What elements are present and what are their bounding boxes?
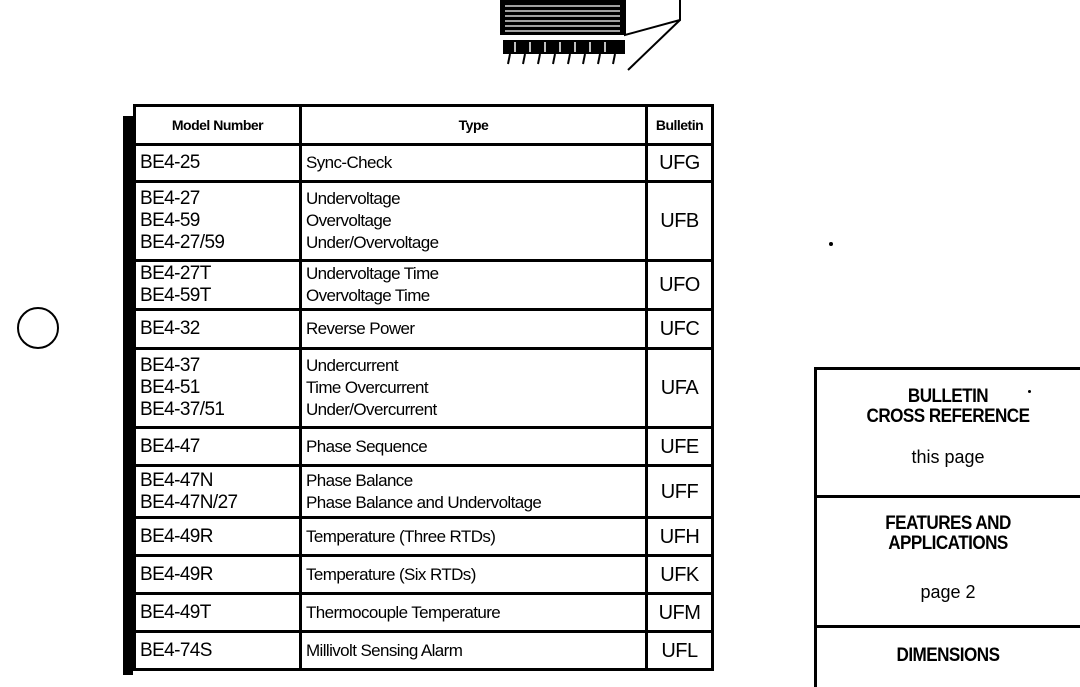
relay-type: Phase Sequence	[306, 436, 428, 456]
index-heading: DIMENSIONS	[896, 645, 1000, 666]
relay-type: Temperature (Three RTDs)	[306, 526, 496, 546]
index-heading: FEATURES AND	[885, 513, 1011, 534]
table-row	[135, 632, 713, 670]
relay-type-cell	[301, 632, 647, 670]
bulletin-code: UFO	[647, 261, 713, 310]
relay-type-cell	[301, 182, 647, 261]
model-number: BE4-49T	[140, 601, 211, 623]
relay-type: Reverse Power	[306, 319, 415, 338]
relay-type-cell	[301, 594, 647, 632]
table-row	[135, 466, 713, 518]
relay-type: Phase Balance and Undervoltage	[306, 492, 542, 512]
model-number-cell	[135, 518, 301, 556]
relay-type: Overvoltage Time	[306, 286, 430, 305]
table-row	[135, 428, 713, 466]
model-number: BE4-49R	[140, 525, 213, 547]
table-row	[135, 556, 713, 594]
bulletin-code: UFA	[647, 349, 713, 428]
relay-type: Overvoltage	[306, 211, 392, 230]
index-features-applications[interactable]	[817, 514, 1079, 603]
relay-type-cell	[301, 349, 647, 428]
relay-type: Phase Balance	[306, 470, 413, 490]
model-number-cell	[135, 632, 301, 670]
table-row	[135, 261, 713, 310]
bulletin-code: UFG	[647, 145, 713, 182]
index-page-ref: this page	[911, 447, 985, 467]
model-number: BE4-25	[140, 152, 200, 173]
bulletin-code: UFB	[647, 182, 713, 261]
bulletin-code: UFM	[647, 594, 713, 632]
relay-type: Undervoltage	[306, 189, 400, 208]
model-number-cell	[135, 466, 301, 518]
model-number: BE4-47N/27	[140, 491, 238, 513]
model-number-cell	[135, 261, 301, 310]
table-row	[135, 182, 713, 261]
model-number-cell	[135, 594, 301, 632]
model-number: BE4-59	[140, 210, 200, 231]
model-number: BE4-37/51	[140, 399, 225, 420]
table-row	[135, 310, 713, 349]
punch-hole	[17, 307, 59, 349]
relay-type: Undercurrent	[306, 356, 399, 375]
table-row	[135, 518, 713, 556]
relay-type: Temperature (Six RTDs)	[306, 564, 476, 584]
relay-type-cell	[301, 556, 647, 594]
table-edge-shadow	[123, 116, 133, 675]
model-number: BE4-51	[140, 377, 200, 398]
relay-type: Sync-Check	[306, 153, 392, 172]
relay-type-cell	[301, 310, 647, 349]
index-heading: BULLETIN	[907, 386, 989, 407]
bulletin-code: UFF	[647, 466, 713, 518]
bulletin-code: UFL	[647, 632, 713, 670]
relay-type-cell	[301, 261, 647, 310]
table-body	[135, 145, 713, 670]
relay-type: Millivolt Sensing Alarm	[306, 640, 463, 660]
model-number: BE4-27/59	[140, 232, 225, 253]
model-number: BE4-49R	[140, 563, 213, 585]
index-heading: APPLICATIONS	[888, 533, 1008, 554]
bulletin-code: UFC	[647, 310, 713, 349]
model-number: BE4-74S	[140, 639, 212, 661]
model-number: BE4-27	[140, 188, 200, 209]
model-number-cell	[135, 428, 301, 466]
relay-type-cell	[301, 145, 647, 182]
relay-type: Thermocouple Temperature	[306, 602, 501, 622]
index-page-ref: page 2	[920, 582, 976, 602]
relay-device-illustration	[495, 0, 685, 72]
bulletin-code: UFH	[647, 518, 713, 556]
model-number: BE4-59T	[140, 285, 211, 306]
index-bulletin-cross-reference[interactable]	[817, 387, 1079, 468]
model-number-cell	[135, 310, 301, 349]
model-number: BE4-32	[140, 318, 200, 339]
model-number-cell	[135, 349, 301, 428]
bulletin-cross-reference-table	[133, 104, 714, 671]
table-row	[135, 349, 713, 428]
model-number: BE4-27T	[140, 263, 211, 284]
table-row	[135, 594, 713, 632]
bulletin-code: UFE	[647, 428, 713, 466]
relay-type-cell	[301, 428, 647, 466]
table-row	[135, 145, 713, 182]
index-dimensions[interactable]	[817, 646, 1079, 666]
bulletin-header: Bulletin	[647, 106, 713, 145]
section-index-panel	[814, 367, 1080, 687]
relay-type: Undervoltage Time	[306, 264, 439, 283]
model-number-cell	[135, 182, 301, 261]
type-header: Type	[301, 106, 647, 145]
model-number-header: Model Number	[135, 106, 301, 145]
relay-type: Time Overcurrent	[306, 378, 429, 397]
model-number: BE4-37	[140, 355, 200, 376]
relay-type-cell	[301, 466, 647, 518]
relay-type: Under/Overcurrent	[306, 400, 437, 419]
bulletin-code: UFK	[647, 556, 713, 594]
relay-type-cell	[301, 518, 647, 556]
model-number: BE4-47N	[140, 469, 213, 491]
index-heading: CROSS REFERENCE	[866, 406, 1030, 427]
scan-speck	[829, 242, 833, 246]
model-number-cell	[135, 556, 301, 594]
table-header-row	[135, 106, 713, 145]
model-number-cell	[135, 145, 301, 182]
relay-type: Under/Overvoltage	[306, 233, 439, 252]
model-number: BE4-47	[140, 435, 200, 457]
